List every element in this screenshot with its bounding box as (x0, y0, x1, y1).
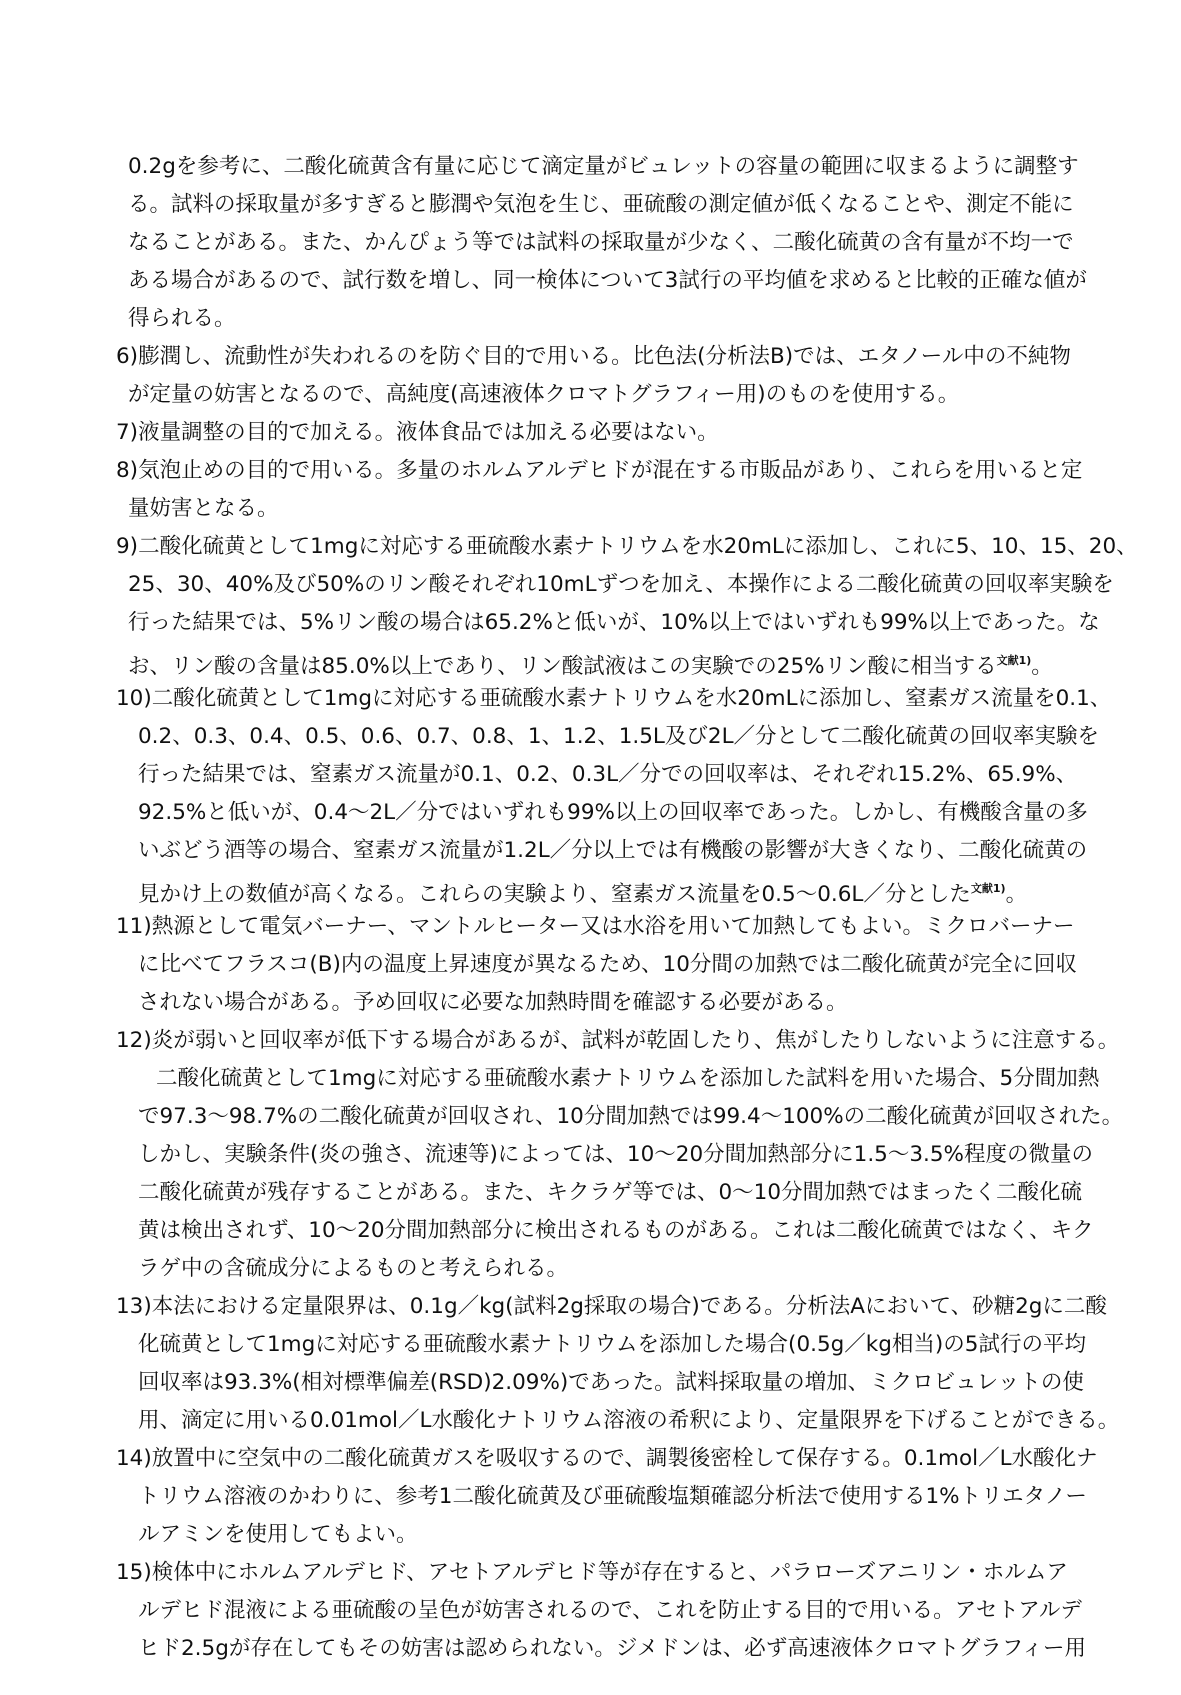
text-line (116, 414, 1096, 452)
text-line (116, 604, 1100, 642)
text-line (116, 1478, 1096, 1516)
line-text: に比べてフラスコ(B)内の温度上昇速度が異なるため、10分間の加熱では二酸化硫黄が完全に回収 (138, 952, 1077, 977)
line-text: 12)炎が弱いと回収率が低下する場合があるが、試料が乾固したり、焦がしたりしないように注意する。 (116, 1028, 1120, 1053)
reference-superscript: 文献1) (970, 882, 1006, 895)
paragraph-note-13 (116, 1288, 1120, 1440)
line-text: 6)膨潤し、流動性が失われるのを防ぐ目的で用いる。比色法(分析法B)では、エタノール中の不純物 (116, 344, 1071, 369)
text-line (116, 1212, 1096, 1250)
text-line (116, 1326, 1096, 1364)
line-text: 0.2gを参考に、二酸化硫黄含有量に応じて滴定量がビュレットの容量の範囲に収まるように調整す (128, 154, 1079, 179)
line-text: ある場合があるので、試行数を増し、同一検体について3試行の平均値を求めると比較的正確な値が (128, 268, 1087, 293)
line-text: 0.2、0.3、0.4、0.5、0.6、0.7、0.8、1、1.2、1.5L及び2L／分として二酸化硫黄の回収率実験を (138, 724, 1100, 749)
line-text: トリウム溶液のかわりに、参考1二酸化硫黄及び亜硫酸塩類確認分析法で使用する1%トリエタノー (138, 1484, 1087, 1509)
line-text: 得られる。 (128, 306, 236, 331)
line-text: 13)本法における定量限界は、0.1g／kg(試料2g採取の場合)である。分析法Aにおいて、砂糖2gに二酸 (116, 1294, 1107, 1319)
line-text: いぶどう酒等の場合、窒素ガス流量が1.2L／分以上では有機酸の影響が大きくなり、二酸化硫黄の (138, 838, 1088, 863)
text-line (116, 1630, 1096, 1668)
line-text: 14)放置中に空気中の二酸化硫黄ガスを吸収するので、調製後密栓して保存する。0.1mol／L水酸化ナ (116, 1446, 1098, 1471)
line-text: 二酸化硫黄として1mgに対応する亜硫酸水素ナトリウムを添加した試料を用いた場合、5分間加熱 (156, 1066, 1100, 1091)
text-line (116, 186, 1096, 224)
line-text: 量妨害となる。 (128, 496, 279, 521)
text-line (116, 1592, 1096, 1630)
text-line (116, 1136, 1096, 1174)
paragraph-note-14 (116, 1440, 1096, 1554)
text-line (116, 528, 1138, 566)
line-text: ヒド2.5gが存在してもその妨害は認められない。ジメドンは、必ず高速液体クロマトグラフィー用 (138, 1636, 1087, 1661)
line-text: 25、30、40%及び50%のリン酸それぞれ10mLずつを加え、本操作による二酸化硫黄の回収率実験を (128, 572, 1114, 597)
text-line (116, 908, 1096, 946)
text-line (116, 642, 1096, 680)
text-line (116, 1440, 1096, 1478)
line-text: 行った結果では、5%リン酸の場合は65.2%と低いが、10%以上ではいずれも99%以上であった。な (128, 610, 1100, 635)
text-line (116, 1554, 1096, 1592)
document-body (116, 148, 1138, 1668)
text-line (116, 832, 1096, 870)
paragraph-note-12 (116, 1022, 1124, 1288)
line-text: 9)二酸化硫黄として1mgに対応する亜硫酸水素ナトリウムを水20mLに添加し、これに5、10、15、20、 (116, 534, 1138, 559)
line-text: 行った結果では、窒素ガス流量が0.1、0.2、0.3L／分での回収率は、それぞれ15.2%、65.9%、 (138, 762, 1078, 787)
text-line (116, 224, 1096, 262)
line-text: 15)検体中にホルムアルデヒド、アセトアルデヒド等が存在すると、パラローズアニリン・ホルムア (116, 1560, 1068, 1585)
paragraph-note-8 (116, 452, 1096, 528)
paragraph-note-9 (116, 528, 1138, 680)
text-line (116, 680, 1112, 718)
text-line (116, 338, 1096, 376)
line-text: が定量の妨害となるので、高純度(高速液体クロマトグラフィー用)のものを使用する。 (128, 382, 960, 407)
line-text: る。試料の採取量が多すぎると膨潤や気泡を生じ、亜硫酸の測定値が低くなることや、測定不能に (128, 192, 1074, 217)
line-text: ルアミンを使用してもよい。 (138, 1522, 418, 1547)
text-line (116, 300, 1096, 338)
text-line (116, 1402, 1120, 1440)
text-line (116, 870, 1096, 908)
line-text: お、リン酸の含量は85.0%以上であり、リン酸試液はこの実験での25%リン酸に相当する (128, 654, 997, 679)
line-end-punctuation: 。 (1031, 654, 1053, 679)
text-line (116, 1060, 1100, 1098)
text-line (116, 452, 1096, 490)
line-text: 7)液量調整の目的で加える。液体食品では加える必要はない。 (116, 420, 719, 445)
paragraph-note-15 (116, 1554, 1096, 1668)
line-text: 回収率は93.3%(相対標準偏差(RSD)2.09%)であった。試料採取量の増加、ミクロビュレットの使 (138, 1370, 1084, 1395)
line-text: 黄は検出されず、10～20分間加熱部分に検出されるものがある。これは二酸化硫黄ではなく、キク (138, 1218, 1094, 1243)
line-text: ルデヒド混液による亜硫酸の呈色が妨害されるので、これを防止する目的で用いる。アセトアルデ (138, 1598, 1082, 1623)
text-line (116, 566, 1114, 604)
text-line (116, 1364, 1096, 1402)
line-text: 用、滴定に用いる0.01mol／L水酸化ナトリウム溶液の希釈により、定量限界を下げることができる。 (138, 1408, 1120, 1433)
paragraph-note-5-cont (116, 148, 1096, 338)
text-line (116, 1098, 1124, 1136)
line-text: 11)熱源として電気バーナー、マントルヒーター又は水浴を用いて加熱してもよい。ミクロバーナー (116, 914, 1075, 939)
paragraph-note-6 (116, 338, 1096, 414)
line-text: 二酸化硫黄が残存することがある。また、キクラゲ等では、0～10分間加熱ではまったく二酸化硫 (138, 1180, 1083, 1205)
text-line (116, 262, 1096, 300)
line-text: で97.3～98.7%の二酸化硫黄が回収され、10分間加熱では99.4～100%の二酸化硫黄が回収された。 (138, 1104, 1124, 1129)
text-line (116, 794, 1096, 832)
text-line (116, 1288, 1107, 1326)
line-text: 10)二酸化硫黄として1mgに対応する亜硫酸水素ナトリウムを水20mLに添加し、窒素ガス流量を0.1、 (116, 686, 1112, 711)
reference-superscript: 文献1) (996, 654, 1032, 667)
line-text: ラゲ中の含硫成分によるものと考えられる。 (138, 1256, 569, 1281)
paragraph-note-11 (116, 908, 1096, 1022)
line-text: されない場合がある。予め回収に必要な加熱時間を確認する必要がある。 (138, 990, 848, 1015)
line-text: 8)気泡止めの目的で用いる。多量のホルムアルデヒドが混在する市販品があり、これらを用いると定 (116, 458, 1083, 483)
text-line (116, 1250, 1096, 1288)
text-line (116, 718, 1100, 756)
line-text: 92.5%と低いが、0.4～2L／分ではいずれも99%以上の回収率であった。しかし、有機酸含量の多 (138, 800, 1088, 825)
line-text: 見かけ上の数値が高くなる。これらの実験より、窒素ガス流量を0.5～0.6L／分とした (138, 882, 971, 907)
line-text: 化硫黄として1mgに対応する亜硫酸水素ナトリウムを添加した場合(0.5g／kg相当)の5試行の平均 (138, 1332, 1086, 1357)
text-line (116, 490, 1096, 528)
text-line (116, 1516, 1096, 1554)
line-end-punctuation: 。 (1005, 882, 1028, 907)
text-line (116, 148, 1096, 186)
text-line (116, 946, 1096, 984)
paragraph-note-10 (116, 680, 1112, 908)
paragraph-note-7 (116, 414, 1096, 452)
text-line (116, 376, 1096, 414)
line-text: なることがある。また、かんぴょう等では試料の採取量が少なく、二酸化硫黄の含有量が不均一で (128, 230, 1074, 255)
line-text: しかし、実験条件(炎の強さ、流速等)によっては、10～20分間加熱部分に1.5～3.5%程度の微量の (138, 1142, 1093, 1167)
text-line (116, 1022, 1120, 1060)
text-line (116, 984, 1096, 1022)
text-line (116, 756, 1096, 794)
text-line (116, 1174, 1096, 1212)
